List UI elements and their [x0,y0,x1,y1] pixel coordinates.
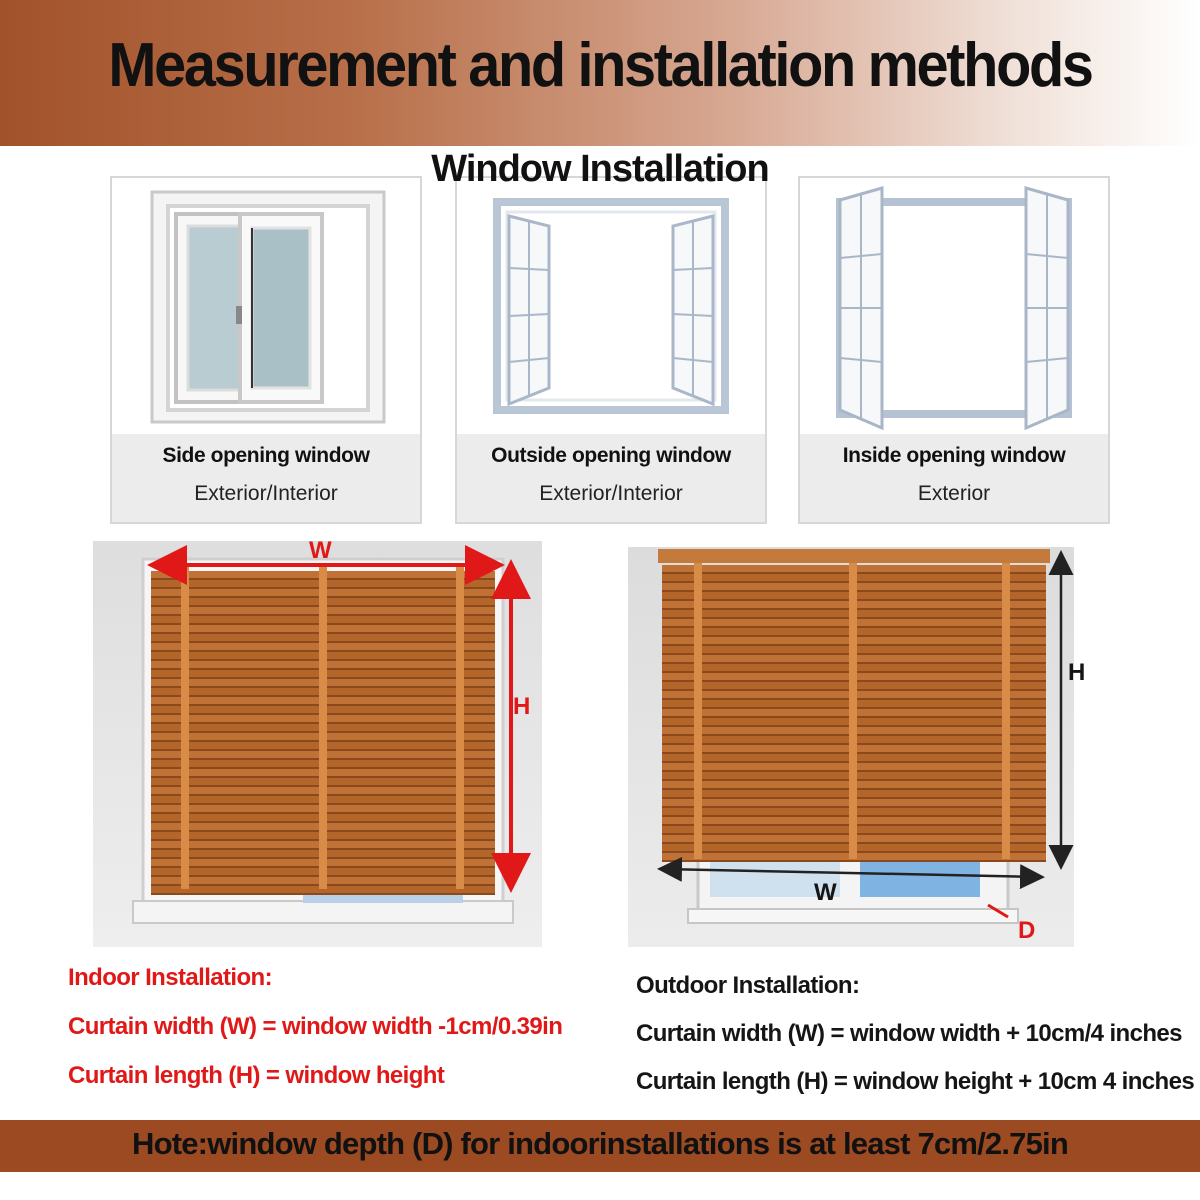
side-opening-window-illustration [112,178,420,438]
outdoor-heading: Outdoor Installation: [636,972,860,999]
indoor-width-rule: Curtain width (W) = window width -1cm/0.39in [68,1013,563,1040]
outdoor-blind-illustration [628,547,1086,947]
window-type-subtitle: Exterior/Interior [194,482,338,505]
window-type-subtitle: Exterior/Interior [539,482,683,505]
window-caption [800,434,1108,522]
outdoor-length-rule: Curtain length (H) = window height + 10cm 4 inches [636,1068,1195,1095]
window-caption [457,434,765,522]
blind-slat-shadow [662,860,1046,862]
section-title: Window Installation [431,148,769,190]
width-label: W [309,537,332,564]
indoor-heading: Indoor Installation: [68,964,272,991]
height-label: H [1068,659,1086,686]
window-card-side [110,176,422,524]
width-label: W [814,879,837,906]
indoor-length-rule: Curtain length (H) = window height [68,1062,445,1089]
footer-note: Hote:window depth (D) for indoorinstallations is at least 7cm/2.75in [132,1126,1068,1161]
outside-opening-window-illustration [457,178,765,438]
height-label: H [513,693,531,720]
window-card-outside [455,176,767,524]
inside-opening-window-illustration [800,178,1108,438]
window-type-subtitle: Exterior [917,482,991,505]
window-type-title: Inside opening window [842,444,1066,467]
blind-slat-shadow [151,893,495,895]
depth-label: D [1018,917,1036,944]
window-caption [112,434,420,522]
window-card-inside [798,176,1110,524]
outdoor-width-rule: Curtain width (W) = window width + 10cm/4 inches [636,1020,1182,1047]
indoor-blind-illustration [93,537,542,947]
window-type-title: Outside opening window [491,444,731,467]
page-title: Measurement and installation methods [108,31,1092,100]
window-type-title: Side opening window [162,444,370,467]
